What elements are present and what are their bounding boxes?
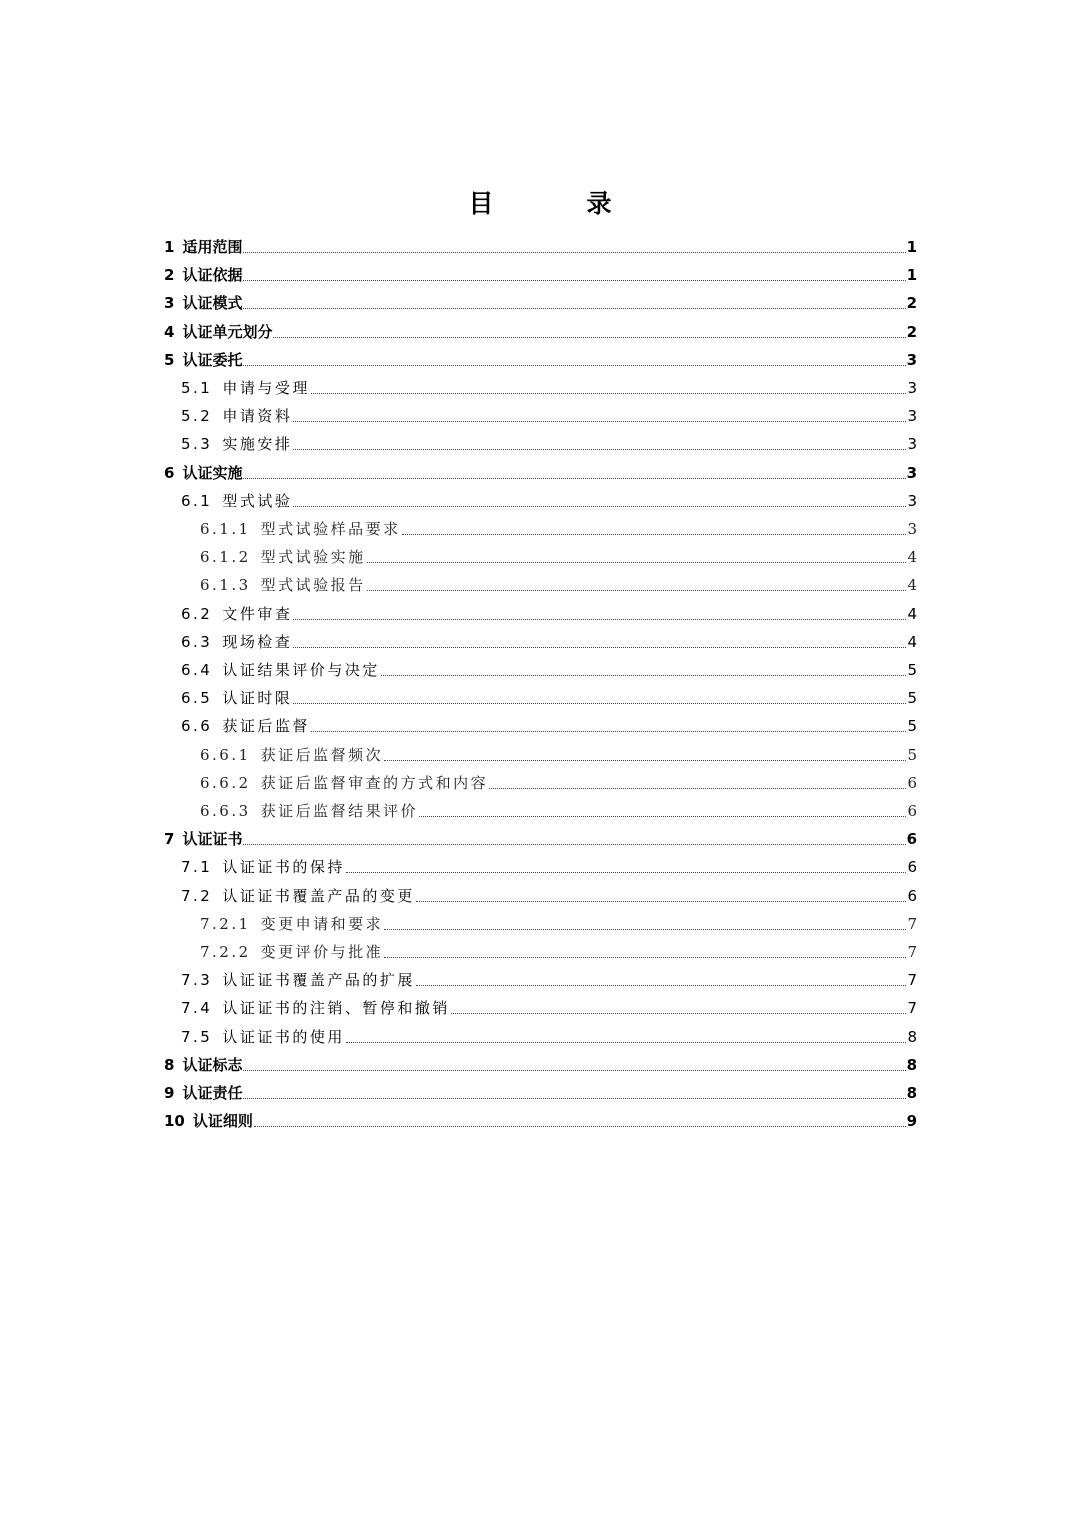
toc-entry-number: 5.1	[181, 379, 213, 397]
toc-entry-label	[181, 716, 310, 736]
toc-entry-text: 申请与受理	[222, 379, 310, 397]
toc-entry[interactable]	[164, 823, 917, 849]
toc-entry-label	[181, 632, 292, 652]
toc-entry-text: 型式试验报告	[260, 576, 366, 595]
toc-dot-leader	[243, 280, 905, 281]
toc-dot-leader	[243, 252, 905, 253]
toc-entry[interactable]	[181, 1021, 917, 1047]
toc-entry-text: 型式试验	[222, 491, 293, 510]
toc-entry-number: 6.6.2	[200, 773, 251, 792]
toc-entry-label	[164, 265, 242, 285]
toc-entry[interactable]	[181, 851, 917, 877]
toc-dot-leader	[293, 619, 906, 620]
toc-entry[interactable]	[181, 682, 917, 708]
toc-entry[interactable]	[181, 992, 917, 1018]
toc-entry-text: 实施安排	[222, 435, 293, 454]
toc-entry-number: 6.1.2	[200, 548, 251, 567]
toc-entry[interactable]	[181, 626, 917, 652]
toc-entry-text: 认证证书的保持	[222, 858, 345, 877]
toc-entry-page: 3	[907, 435, 917, 454]
toc-entry-text: 认证证书	[182, 830, 243, 849]
toc-entry-page: 4	[907, 576, 917, 595]
toc-entry-label	[181, 688, 292, 708]
toc-entry-page: 7	[907, 943, 917, 961]
toc-entry-text: 认证证书覆盖产品的变更	[222, 886, 415, 905]
toc-entry-label	[164, 350, 242, 370]
toc-entry-page: 8	[906, 1084, 917, 1102]
toc-entry-number: 6.6.1	[200, 745, 251, 764]
toc-entry[interactable]	[164, 1077, 917, 1103]
toc-entry-page: 3	[907, 407, 917, 426]
toc-dot-leader	[416, 901, 907, 902]
toc-entry-page: 1	[906, 266, 917, 285]
toc-entry-number: 6.5	[181, 689, 213, 708]
toc-entry-page: 4	[907, 548, 917, 567]
toc-entry-label	[164, 829, 242, 849]
toc-entry-text: 变更评价与批准	[260, 943, 384, 961]
toc-entry-page: 6	[906, 830, 917, 849]
toc-entry-number: 7.2.2	[200, 943, 251, 961]
toc-entry-number: 6.4	[181, 661, 213, 679]
toc-entry[interactable]	[181, 880, 917, 906]
toc-entry-text: 型式试验实施	[260, 548, 366, 567]
toc-entry[interactable]	[181, 598, 917, 624]
toc-dot-leader	[367, 562, 907, 563]
toc-entry-label	[181, 604, 292, 624]
toc-dot-leader	[367, 590, 907, 591]
toc-entry-number: 7.2	[181, 886, 213, 905]
toc-entry[interactable]	[200, 795, 917, 821]
toc-entry-page: 3	[907, 491, 917, 510]
toc-entry-page: 7	[907, 914, 917, 933]
toc-entry-number: 3	[164, 294, 175, 313]
toc-entry-label	[164, 1111, 253, 1131]
toc-entry-number: 10	[164, 1112, 185, 1131]
toc-entry-label	[181, 378, 310, 398]
toc-entry[interactable]	[181, 710, 917, 736]
toc-entry-page: 3	[907, 379, 917, 397]
toc-entry-page: 3	[906, 463, 917, 482]
toc-dot-leader	[243, 365, 905, 366]
toc-entry-page: 5	[907, 717, 917, 736]
toc-dot-leader	[243, 1070, 905, 1071]
toc-entry[interactable]	[200, 908, 917, 934]
toc-entry-page: 6	[907, 773, 917, 792]
toc-entry-number: 7.1	[181, 858, 213, 877]
toc-entry[interactable]	[181, 400, 917, 426]
toc-entry[interactable]	[181, 964, 917, 990]
toc-entry-page: 5	[907, 661, 917, 679]
toc-dot-leader	[311, 393, 907, 394]
toc-entry-label	[200, 942, 383, 962]
toc-entry[interactable]	[200, 541, 917, 567]
toc-dot-leader	[346, 872, 907, 873]
toc-entry[interactable]	[164, 1105, 917, 1131]
toc-entry-label	[164, 463, 242, 483]
toc-entry[interactable]	[164, 231, 917, 257]
toc-dot-leader	[273, 337, 905, 338]
toc-dot-leader	[293, 506, 906, 507]
toc-entry-page: 3	[906, 350, 917, 369]
toc-entry-label	[181, 886, 415, 906]
toc-entry-label	[164, 237, 242, 257]
toc-entry-text: 获证后监督审查的方式和内容	[260, 773, 489, 792]
toc-entry-text: 认证依据	[182, 266, 243, 285]
toc-dot-leader	[416, 985, 907, 986]
toc-entry-number: 6	[164, 463, 175, 482]
toc-entry[interactable]	[181, 372, 917, 398]
toc-entry-text: 文件审查	[222, 604, 293, 623]
toc-entry[interactable]	[164, 1049, 917, 1075]
toc-entry-page: 2	[906, 294, 917, 313]
toc-entry-label	[181, 998, 450, 1018]
toc-entry-text: 认证时限	[222, 689, 293, 708]
toc-entry-number: 7.4	[181, 999, 213, 1018]
toc-entry[interactable]	[200, 767, 917, 793]
toc-entry-number: 6.1.3	[200, 576, 251, 595]
toc-entry-label	[164, 322, 272, 342]
toc-dot-leader	[384, 760, 906, 761]
toc-entry-label	[200, 519, 401, 539]
toc-entry-label	[181, 970, 415, 990]
toc-entry-text: 认证标志	[182, 1055, 243, 1074]
toc-dot-leader	[293, 449, 906, 450]
toc-entry-label	[200, 801, 418, 821]
toc-entry[interactable]	[200, 739, 917, 765]
toc-entry-text: 型式试验样品要求	[260, 520, 401, 538]
toc-entry-label	[181, 434, 292, 454]
toc-dot-leader	[293, 647, 906, 648]
toc-entry-text: 获证后监督结果评价	[260, 802, 419, 820]
toc-entry-text: 认证证书的注销、暂停和撤销	[222, 999, 450, 1018]
toc-dot-leader	[419, 816, 906, 817]
toc-entry-page: 7	[907, 999, 917, 1018]
toc-entry-text: 现场检查	[222, 632, 293, 651]
toc-dot-leader	[381, 675, 907, 676]
toc-entry-page: 5	[907, 745, 917, 764]
toc-dot-leader	[384, 957, 906, 958]
toc-entry-page: 8	[907, 1027, 917, 1046]
toc-entry[interactable]	[200, 513, 917, 539]
toc-entry-number: 5.3	[181, 435, 213, 454]
toc-entry-number: 7.3	[181, 971, 213, 990]
toc-entry-page: 8	[906, 1055, 917, 1074]
toc-entry[interactable]	[164, 259, 917, 285]
toc-entry-number: 6.6.3	[200, 802, 251, 820]
toc-dot-leader	[293, 703, 906, 704]
toc-entry-label	[181, 857, 345, 877]
toc-entry-number: 6.1	[181, 491, 213, 510]
toc-entry[interactable]	[164, 344, 917, 370]
toc-entry-text: 认证细则	[192, 1112, 253, 1131]
toc-entry-page: 6	[907, 886, 917, 905]
toc-entry-label	[200, 773, 488, 793]
toc-dot-leader	[243, 844, 905, 845]
toc-entry[interactable]	[200, 569, 917, 595]
toc-entry-number: 2	[164, 266, 175, 285]
toc-dot-leader	[451, 1013, 907, 1014]
toc-entry-text: 认证结果评价与决定	[222, 661, 380, 679]
toc-entry-text: 认证模式	[182, 294, 243, 313]
toc-dot-leader	[489, 788, 906, 789]
toc-entry-page: 6	[907, 802, 917, 820]
toc-entry-page: 6	[907, 858, 917, 877]
toc-entry-text: 获证后监督频次	[260, 745, 384, 764]
toc-entry-number: 1	[164, 238, 175, 256]
toc-entry-number: 8	[164, 1055, 175, 1074]
toc-entry-text: 认证实施	[182, 463, 243, 482]
toc-dot-leader	[243, 478, 905, 479]
toc-dot-leader	[293, 421, 906, 422]
toc-entry-page: 9	[906, 1112, 917, 1131]
toc-entry-label	[200, 914, 383, 934]
toc-entry-number: 6.3	[181, 632, 213, 651]
toc-dot-leader	[311, 731, 907, 732]
toc-entry-text: 认证责任	[182, 1084, 243, 1102]
toc-entry-page: 4	[907, 604, 917, 623]
toc-entry-number: 4	[164, 322, 175, 341]
toc-entry-number: 5	[164, 350, 175, 369]
toc-entry-text: 认证证书覆盖产品的扩展	[222, 971, 415, 990]
toc-entry-text: 适用范围	[182, 238, 243, 256]
toc-entry-number: 6.2	[181, 604, 213, 623]
toc-entry-page: 2	[906, 322, 917, 341]
toc-entry-page: 1	[906, 238, 917, 256]
toc-entry-page: 5	[907, 689, 917, 708]
toc-entry[interactable]	[181, 428, 917, 454]
toc-entry-number: 6.1.1	[200, 520, 251, 538]
toc-entry[interactable]	[200, 936, 917, 962]
toc-entry-label	[181, 406, 292, 426]
toc-entry-number: 7.2.1	[200, 914, 251, 933]
toc-entry-label	[164, 293, 242, 313]
toc-dot-leader	[384, 929, 906, 930]
toc-entry[interactable]	[181, 485, 917, 511]
toc-entry-label	[164, 1083, 242, 1103]
toc-entry-label	[200, 745, 383, 765]
toc-entry-number: 6.6	[181, 717, 213, 736]
toc-dot-leader	[243, 1098, 905, 1099]
toc-entry-page: 4	[907, 632, 917, 651]
toc-entry-label	[200, 547, 366, 567]
toc-entry-text: 认证委托	[182, 350, 243, 369]
toc-entry-label	[181, 660, 380, 680]
toc-entry-page: 7	[907, 971, 917, 990]
toc-entry-text: 变更申请和要求	[260, 914, 384, 933]
toc-entry-label	[164, 1055, 242, 1075]
toc-entry-text: 获证后监督	[222, 717, 310, 736]
toc-entry-text: 认证单元划分	[182, 322, 273, 341]
toc-entry-label	[200, 575, 366, 595]
toc-dot-leader	[346, 1042, 907, 1043]
toc-entry[interactable]	[181, 654, 917, 680]
toc-entry-number: 7	[164, 830, 175, 849]
toc-entry[interactable]	[164, 287, 917, 313]
toc-entry-number: 9	[164, 1084, 175, 1102]
toc-entry-number: 7.5	[181, 1027, 213, 1046]
toc-dot-leader	[402, 534, 907, 535]
toc-entry[interactable]	[164, 457, 917, 483]
toc-entry-text: 申请资料	[222, 407, 293, 426]
toc-entry-label	[181, 491, 292, 511]
toc-entry-label	[181, 1027, 345, 1047]
toc-entry-page: 3	[907, 520, 917, 538]
toc-entry[interactable]	[164, 316, 917, 342]
toc-entry-number: 5.2	[181, 407, 213, 426]
toc-title: 目 录	[468, 189, 646, 218]
toc-dot-leader	[254, 1126, 906, 1127]
toc-dot-leader	[243, 308, 905, 309]
toc-entry-text: 认证证书的使用	[222, 1027, 345, 1046]
